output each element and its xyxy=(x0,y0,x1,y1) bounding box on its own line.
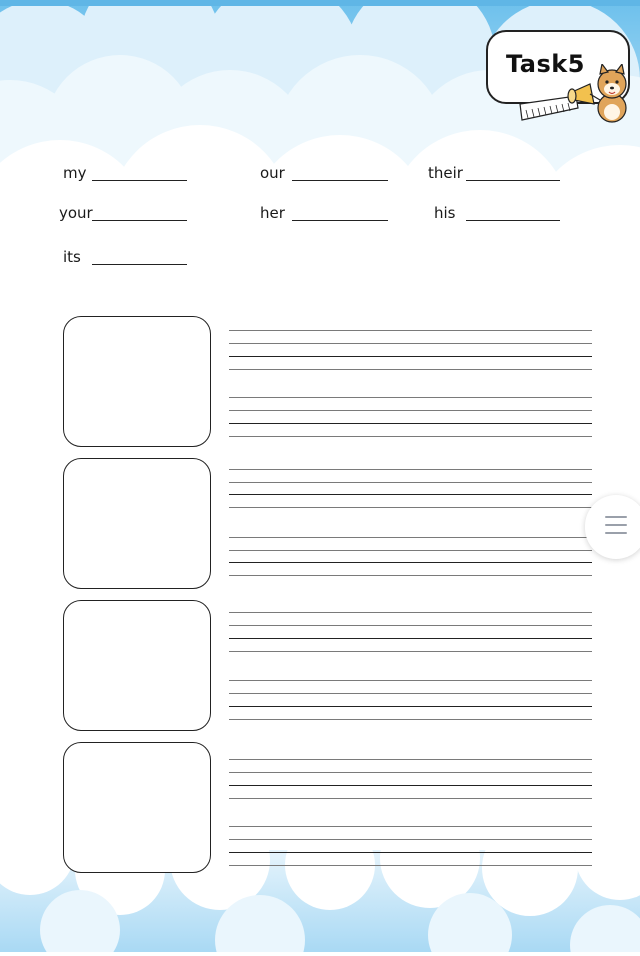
word-her: her xyxy=(260,204,285,222)
word-his: his xyxy=(434,204,456,222)
answer-blank-their[interactable] xyxy=(466,180,560,181)
word-our: our xyxy=(260,164,285,182)
picture-box-1[interactable] xyxy=(63,316,211,447)
picture-box-4[interactable] xyxy=(63,742,211,873)
word-my: my xyxy=(63,164,87,182)
word-its: its xyxy=(63,248,81,266)
picture-box-2[interactable] xyxy=(63,458,211,589)
answer-blank-her[interactable] xyxy=(292,220,388,221)
answer-blank-your[interactable] xyxy=(92,220,187,221)
answer-blank-our[interactable] xyxy=(292,180,388,181)
picture-box-3[interactable] xyxy=(63,600,211,731)
top-accent-bar xyxy=(0,0,640,6)
answer-blank-my[interactable] xyxy=(92,180,187,181)
side-menu-tab[interactable] xyxy=(585,495,640,559)
shiba-mascot-icon xyxy=(516,64,634,128)
word-their: their xyxy=(428,164,463,182)
word-your: your xyxy=(59,204,93,222)
answer-blank-his[interactable] xyxy=(466,220,560,221)
answer-blank-its[interactable] xyxy=(92,264,187,265)
task-title: Task5 xyxy=(506,50,585,78)
